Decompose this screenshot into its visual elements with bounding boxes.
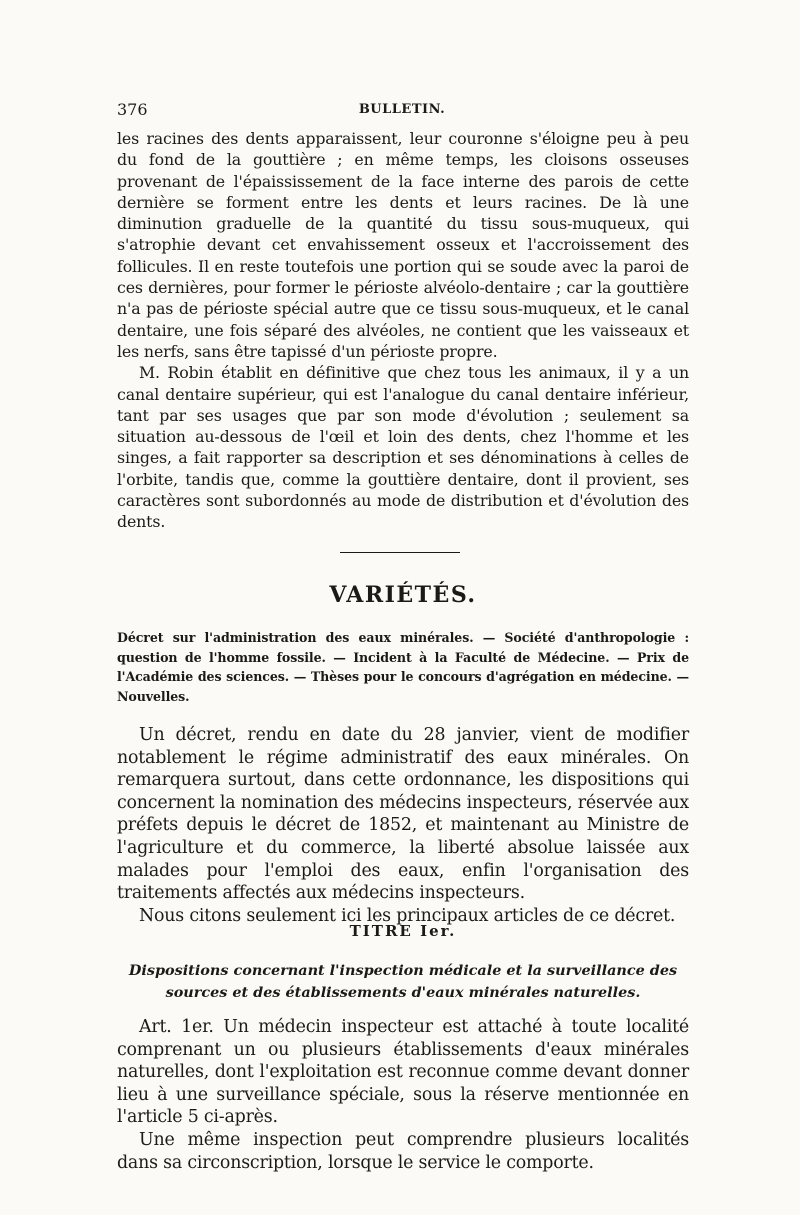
decree-intro xyxy=(117,724,689,927)
decree-paragraph-1: Un décret, rendu en date du 28 janvier, vient de modifier notablement le régime administratif des eaux minérales. On remarquera surtout, dans cette ordonnance, les dispositions qui concernent la nomination des médecins inspecteurs, réservée aux préfets depuis le décret de 1852, et maintenant au Ministre de l'agriculture et du commerce, la liberté absolue laissée aux malades pour l'emploi des eaux, enfin l'organisation des traitements affectés aux médecins inspecteurs. xyxy=(117,725,689,904)
page-header xyxy=(117,100,687,124)
continued-paragraph-1: les racines des dents apparaissent, leur couronne s'éloigne peu à peu du fond de la gouttière ; en même temps, les cloisons osseuses provenant de l'épaississement de la face interne des parois de cette dernière se forment entre les dents et leurs racines. De là une diminution graduelle de la quantité du tissu sous-muqueux, qui s'atrophie devant cet envahissement osseux et l'accroissement des follicules. Il en reste toutefois une portion qui se soude avec la paroi de ces dernières, pour former le périoste alvéolo-dentaire ; car la gouttière n'a pas de périoste spécial autre que ce tissu sous-muqueux, et le canal dentaire, une fois séparé des alvéoles, ne contient que les vaisseaux et les nerfs, sans être tapissé d'un périoste propre. xyxy=(117,129,689,361)
section-title: VARIÉTÉS. xyxy=(329,582,477,608)
section-divider xyxy=(340,552,460,553)
continued-paragraph-2: M. Robin établit en définitive que chez tous les animaux, il y a un canal dentaire supérieur, qui est l'analogue du canal dentaire inférieur, tant par ses usages que par son mode d'évolution ; seulement sa situation au-dessous de l'œil et loin des dents, chez l'homme et les singes, a fait rapporter sa description et ses dénominations à celles de l'orbite, tandis que, comme la gouttière dentaire, dont il provient, ses caractères sont subordonnés au mode de distribution et d'évolution des dents. xyxy=(117,363,689,532)
titre-subtitle: Dispositions concernant l'inspection médicale et la surveillance des sources et des établissements d'eaux minérales naturelles. xyxy=(128,962,678,1001)
section-summary: Décret sur l'administration des eaux minérales. — Société d'anthropologie : question de l'homme fossile. — Incident à la Faculté de Médecine. — Prix de l'Académie des sciences. — Thèses pour le concours d'agrégation en médecine. — Nouvelles. xyxy=(117,630,689,704)
decree-paragraph-2: Nous citons seulement ici les principaux articles de ce décret. xyxy=(139,905,676,926)
page-number: 376 xyxy=(117,100,148,119)
titre-heading: TITRE Ier. xyxy=(349,922,457,940)
article-1-continued: Une même inspection peut comprendre plusieurs localités dans sa circonscription, lorsque le service le comporte. xyxy=(117,1129,689,1173)
running-head: BULLETIN. xyxy=(358,102,446,117)
section-summary-block xyxy=(117,628,689,706)
article-1: Art. 1er. Un médecin inspecteur est attaché à toute localité comprenant un ou plusieurs établissements d'eaux minérales naturelles, dont l'exploitation est reconnue comme devant donner lieu à une surveillance spéciale, sous la réserve mentionnée en l'article 5 ci-après. xyxy=(117,1017,689,1128)
articles-block xyxy=(117,1016,689,1174)
continued-article xyxy=(117,128,689,533)
